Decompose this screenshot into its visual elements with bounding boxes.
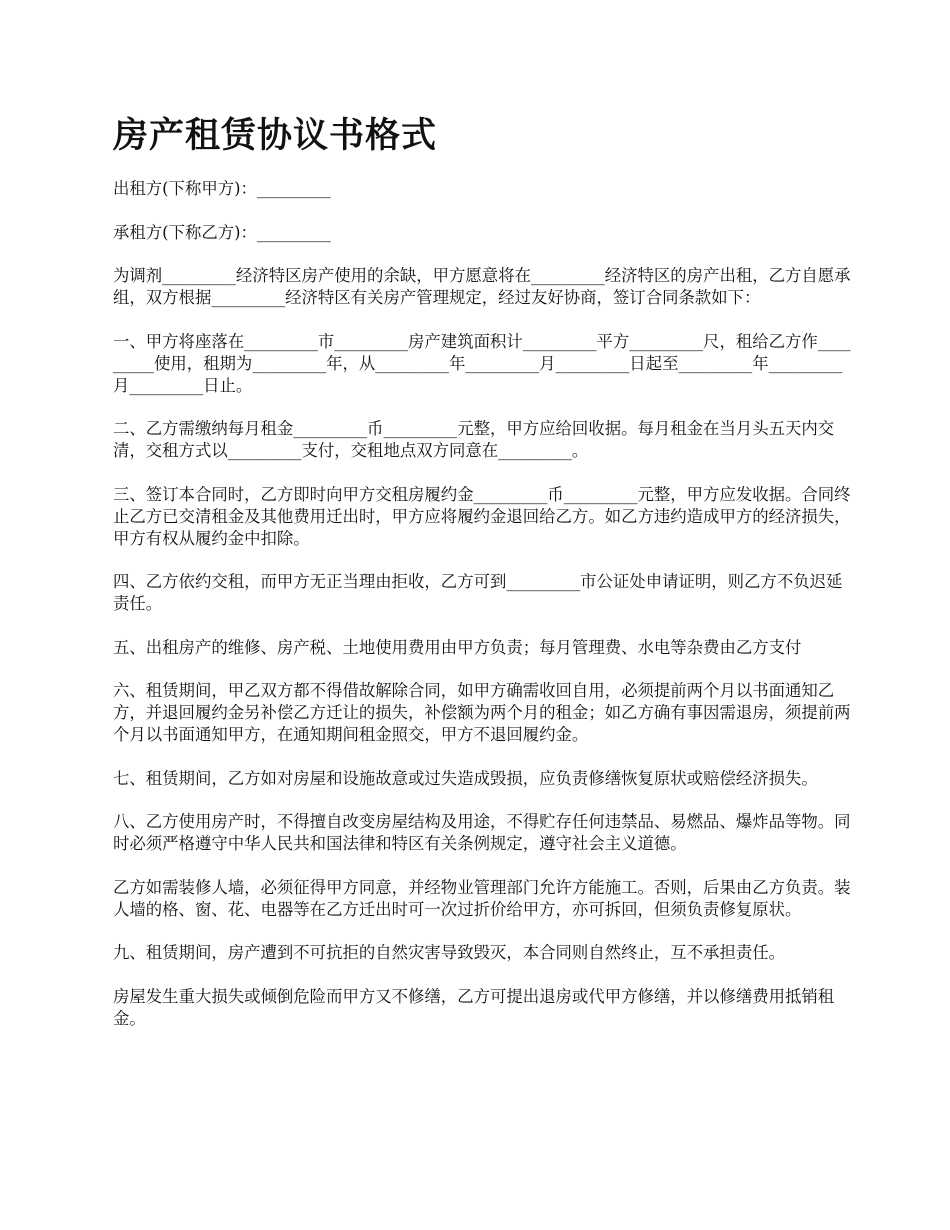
paragraph-clause-9: 九、租赁期间，房产遭到不可抗拒的自然灾害导致毁灭，本合同则自然终止，互不承担责任。 [113, 943, 786, 962]
paragraph-renovation: 乙方如需装修人墙，必须征得甲方同意，并经物业管理部门允许方能施工。否则，后果由乙方负责。装人墙的格、窗、花、电器等在乙方迁出时可一次过折价给甲方，亦可拆回，但须负责修复原状。 [113, 877, 851, 919]
paragraph-preamble: 为调剂_________经济特区房产使用的余缺，甲方愿意将在_________经济特区的房产出租，乙方自愿承组，双方根据_________经济特区有关房产管理规定，经过友好协商，签订合同条款如下： [113, 266, 851, 307]
paragraph-lessee: 承租方(下称乙方)：_________ [113, 222, 331, 242]
paragraph-clause-8: 八、乙方使用房产时，不得擅自改变房屋结构及用途，不得贮存任何违禁品、易燃品、爆炸品等物。同时必须严格遵守中华人民共和国法律和特区有关条例规定，遵守社会主义道德。 [113, 812, 851, 853]
document-body [113, 178, 853, 1051]
paragraph-lessor: 出租方(下称甲方)：_________ [113, 179, 331, 198]
document-title: 房产租赁协议书格式 [113, 115, 438, 156]
paragraph-clause-3: 三、签订本合同时，乙方即时向甲方交租房履约金_________币_________元整，甲方应发收据。合同终止乙方已交清租金及其他费用迁出时，甲方应将履约金退回给乙方。如乙方违约造成甲方的经济损失，甲方有权从履约金中扣除。 [113, 484, 851, 548]
paragraph-clause-5: 五、出租房产的维修、房产税、土地使用费用由甲方负责；每月管理费、水电等杂费由乙方支付 [113, 637, 802, 657]
paragraph-clause-6: 六、租赁期间，甲乙双方都不得借故解除合同，如甲方确需收回自用，必须提前两个月以书面通知乙方，并退回履约金另补偿乙方迁让的损失，补偿额为两个月的租金；如乙方确有事因需退房，须提前两个月以书面通知甲方，在通知期间租金照交，甲方不退回履约金。 [113, 681, 851, 744]
paragraph-repair: 房屋发生重大损失或倾倒危险而甲方又不修缮，乙方可提出退房或代甲方修缮，并以修缮费用抵销租金。 [113, 986, 835, 1028]
paragraph-clause-7: 七、租赁期间，乙方如对房屋和设施故意或过失造成毁损，应负责修缮恢复原状或赔偿经济损失。 [113, 768, 818, 788]
paragraph-clause-1: 一、甲方将座落在_________市_________房产建筑面积计_________平方_________尺，租给乙方作_________使用，租期为_________年，从_________年_________月_________日起至_________年_________月_________日止。 [113, 331, 851, 395]
paragraph-clause-2: 二、乙方需缴纳每月租金_________币_________元整，甲方应给回收据。每月租金在当月头五天内交清，交租方式以_________支付，交租地点双方同意在_________。 [113, 419, 835, 460]
paragraph-clause-4: 四、乙方依约交租，而甲方无正当理由拒收，乙方可到_________市公证处申请证明，则乙方不负迟延责任。 [113, 572, 843, 613]
